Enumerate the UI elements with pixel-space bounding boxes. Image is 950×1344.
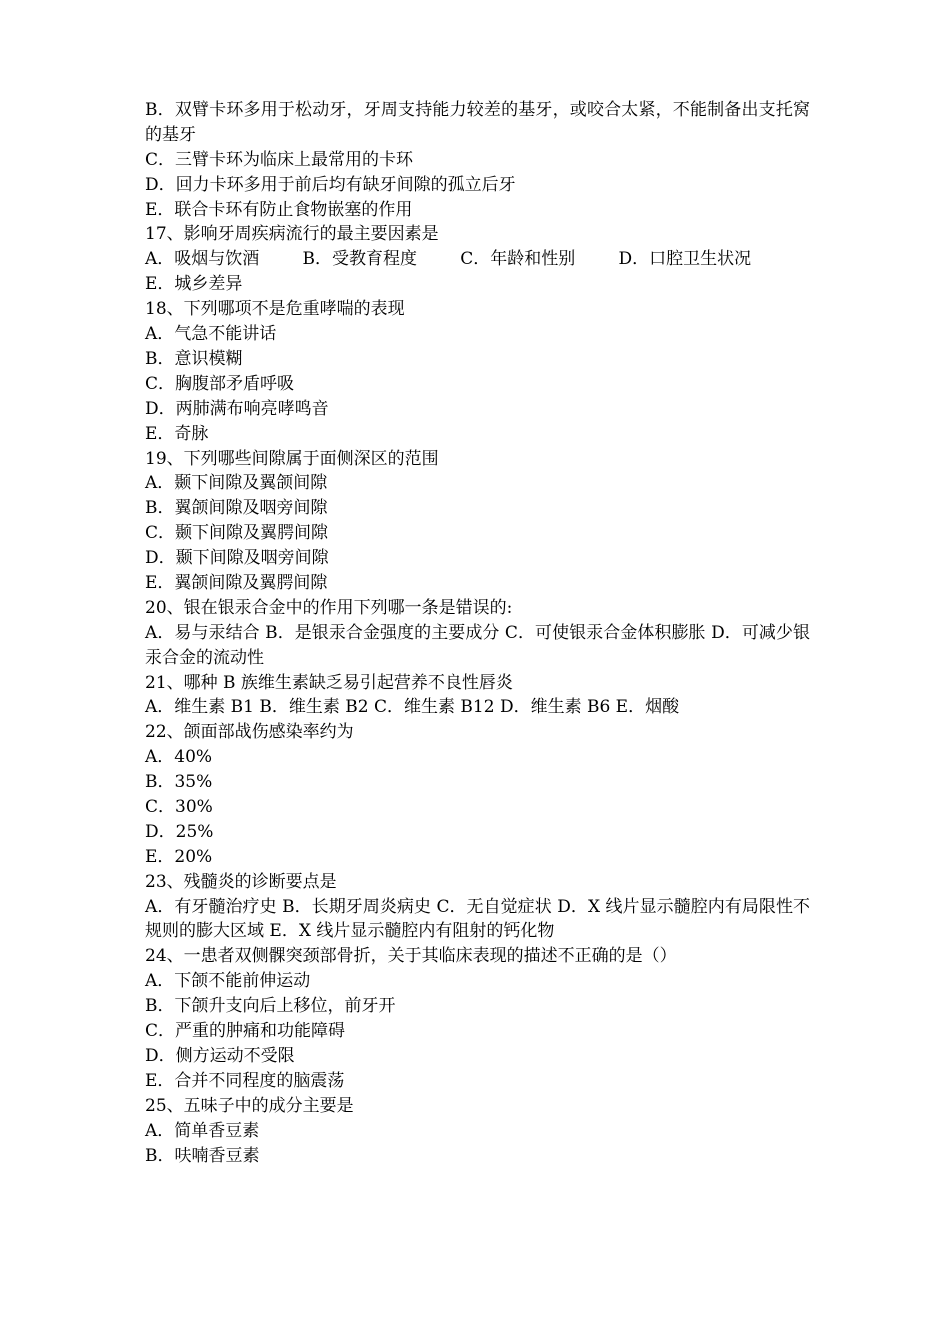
text-line: C．胸腹部矛盾呼吸: [145, 373, 295, 394]
text-line: C．颞下间隙及翼腭间隙: [145, 523, 329, 544]
text-line: E．20%: [145, 846, 213, 867]
text-line: A．有牙髓治疗史 B．长期牙周炎病史 C．无自觉症状 D．X 线片显示髓腔内有局限性不规则的膨大区域 E．X 线片显示髓腔内有阻射的钙化物: [145, 896, 810, 942]
text-line: 17、影响牙周疾病流行的最主要因素是: [145, 224, 439, 245]
text-line: E．翼颌间隙及翼腭间隙: [145, 572, 328, 593]
text-line: D．25%: [145, 821, 214, 842]
text-line: B．翼颌间隙及咽旁间隙: [145, 498, 328, 519]
text-line: E．城乡差异: [145, 274, 243, 295]
text-line: B．呋喃香豆素: [145, 1145, 260, 1166]
document-page: [145, 98, 810, 1168]
text-line: 24、一患者双侧髁突颈部骨折，关于其临床表现的描述不正确的是（）: [145, 946, 677, 967]
text-line: D．回力卡环多用于前后均有缺牙间隙的孤立后牙: [145, 174, 516, 195]
text-line: D．两肺满布响亮哮鸣音: [145, 398, 329, 419]
text-line: B．意识模糊: [145, 348, 243, 369]
text-line: A．下颌不能前伸运动: [145, 971, 311, 992]
text-line: C．30%: [145, 797, 213, 818]
text-line: 19、下列哪些间隙属于面侧深区的范围: [145, 448, 439, 469]
text-line: E．奇脉: [145, 423, 209, 444]
text-line: 23、残髓炎的诊断要点是: [145, 871, 337, 892]
text-line: D．颞下间隙及咽旁间隙: [145, 548, 329, 569]
text-line: C．三臂卡环为临床上最常用的卡环: [145, 149, 414, 170]
text-line: 22、颌面部战伤感染率约为: [145, 722, 354, 743]
text-line: B．下颌升支向后上移位，前牙开: [145, 996, 396, 1017]
text-line: E．合并不同程度的脑震荡: [145, 1070, 345, 1091]
text-line: B．35%: [145, 772, 213, 793]
text-line: A．维生素 B1 B．维生素 B2 C．维生素 B12 D．维生素 B6 E．烟酸: [145, 697, 680, 718]
text-line: 21、哪种 B 族维生素缺乏易引起营养不良性唇炎: [145, 672, 513, 693]
text-line: A．吸烟与饮酒 B．受教育程度 C．年龄和性别 D．口腔卫生状况: [145, 249, 752, 270]
text-line: A．气急不能讲话: [145, 324, 277, 345]
text-line: A．简单香豆素: [145, 1120, 260, 1141]
text-line: 20、银在银汞合金中的作用下列哪一条是错误的:: [145, 597, 513, 618]
text-line: A．40%: [145, 747, 213, 768]
text-line: B．双臂卡环多用于松动牙，牙周支持能力较差的基牙，或咬合太紧，不能制备出支托窝的基牙: [145, 100, 810, 145]
text-line: C．严重的肿痛和功能障碍: [145, 1021, 346, 1042]
text-line: D．侧方运动不受限: [145, 1045, 295, 1066]
text-line: 25、五味子中的成分主要是: [145, 1095, 354, 1116]
text-line: A．易与汞结合 B．是银汞合金强度的主要成分 C．可使银汞合金体积膨胀 D．可减少银汞合金的流动性: [145, 622, 810, 668]
text-line: 18、下列哪项不是危重哮喘的表现: [145, 299, 405, 320]
text-line: E．联合卡环有防止食物嵌塞的作用: [145, 199, 413, 220]
text-line: A．颞下间隙及翼颌间隙: [145, 473, 328, 494]
